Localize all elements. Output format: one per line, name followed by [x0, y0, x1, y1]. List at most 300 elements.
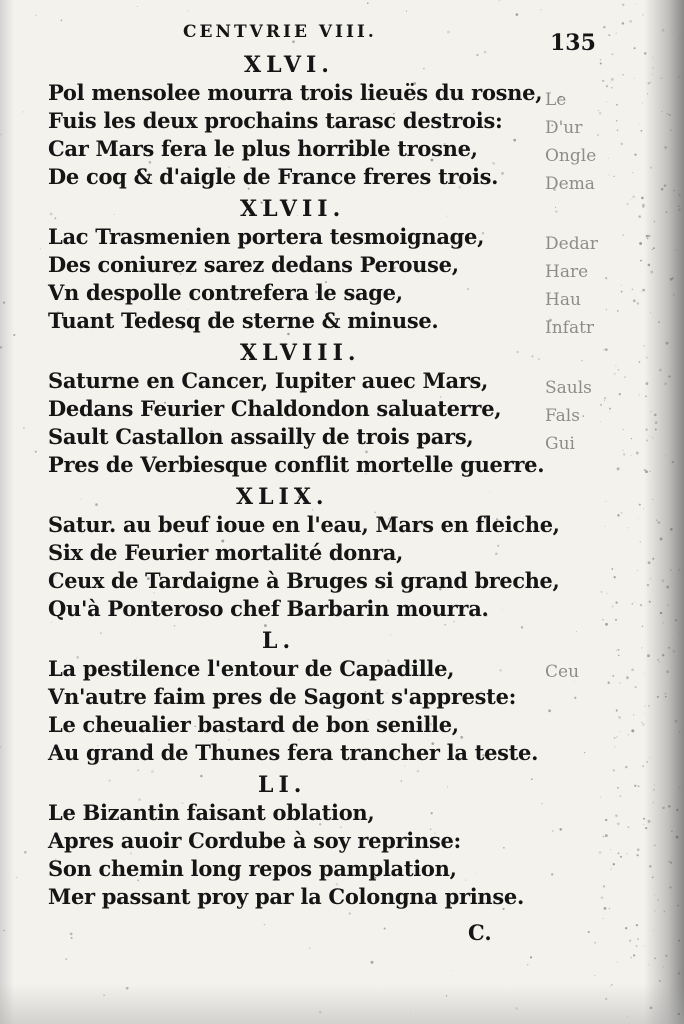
speckle-dot — [600, 797, 601, 798]
verse-line: Pol mensolee mourra trois lieuës du rosne, — [48, 80, 543, 105]
speckle-dot — [417, 770, 420, 773]
speckle-dot — [599, 112, 602, 115]
speckle-dot — [679, 634, 680, 635]
speckle-dot — [644, 946, 645, 947]
speckle-dot — [598, 110, 599, 111]
speckle-dot — [669, 886, 671, 888]
speckle-dot — [613, 176, 614, 177]
speckle-dot — [600, 63, 602, 65]
speckle-dot — [606, 501, 607, 502]
speckle-dot — [0, 346, 2, 348]
verse-line: De coq & d'aigle de France freres trois. — [48, 164, 499, 189]
speckle-dot — [22, 111, 23, 112]
verse-line: Le cheualier bastard de bon senille, — [48, 712, 459, 737]
speckle-dot — [0, 134, 2, 136]
speckle-dot — [613, 769, 615, 771]
verse-line: Au grand de Thunes fera trancher la teste. — [48, 740, 539, 765]
speckle-dot — [621, 291, 623, 293]
speckle-dot — [604, 397, 606, 399]
speckle-dot — [634, 785, 636, 787]
speckle-dot — [606, 85, 608, 87]
speckle-dot — [617, 467, 620, 470]
speckle-dot — [661, 111, 662, 112]
speckle-dot — [634, 78, 635, 79]
speckle-dot — [35, 451, 37, 453]
show-through-mark: Ceu — [545, 662, 580, 682]
speckle-dot — [648, 561, 651, 564]
speckle-dot — [114, 214, 115, 215]
speckle-dot — [640, 604, 642, 606]
speckle-dot — [669, 861, 670, 862]
speckle-dot — [626, 1016, 627, 1017]
speckle-dot — [3, 301, 5, 303]
speckle-dot — [627, 203, 629, 205]
speckle-dot — [623, 450, 624, 451]
speckle-dot — [646, 439, 648, 441]
speckle-dot — [650, 411, 652, 413]
verse-line: Son chemin long repos pamplation, — [48, 856, 457, 881]
speckle-dot — [555, 211, 557, 213]
speckle-dot — [599, 851, 602, 854]
speckle-dot — [631, 438, 632, 439]
speckle-dot — [501, 172, 504, 175]
speckle-dot — [631, 603, 633, 605]
speckle-dot — [629, 20, 632, 23]
speckle-dot — [633, 299, 636, 302]
speckle-dot — [644, 705, 645, 706]
speckle-dot — [622, 22, 625, 25]
speckle-dot — [609, 412, 610, 413]
speckle-dot — [624, 376, 626, 378]
speckle-dot — [670, 130, 671, 131]
speckle-dot — [612, 675, 614, 677]
speckle-dot — [611, 53, 613, 55]
verse-line: Vn despolle contrefera le sage, — [48, 280, 403, 305]
speckle-dot — [662, 807, 664, 809]
speckle-dot — [665, 455, 666, 456]
speckle-dot — [137, 769, 139, 771]
speckle-dot — [653, 930, 654, 931]
speckle-dot — [625, 927, 627, 929]
speckle-dot — [608, 174, 609, 175]
speckle-dot — [605, 834, 608, 837]
speckle-dot — [630, 455, 631, 456]
speckle-dot — [70, 933, 73, 936]
speckle-dot — [649, 435, 650, 436]
speckle-dot — [652, 249, 653, 250]
speckle-dot — [615, 601, 617, 603]
speckle-dot — [644, 673, 645, 674]
show-through-mark: D'ur — [545, 118, 583, 138]
speckle-dot — [608, 158, 609, 159]
speckle-dot — [666, 211, 668, 213]
speckle-dot — [670, 569, 672, 571]
speckle-dot — [640, 260, 642, 262]
speckle-dot — [639, 361, 641, 363]
speckle-dot — [631, 729, 634, 732]
speckle-dot — [652, 499, 653, 500]
speckle-dot — [614, 737, 616, 739]
speckle-dot — [632, 195, 635, 198]
speckle-dot — [616, 709, 618, 711]
speckle-dot — [609, 908, 611, 910]
verse-line: Lac Trasmenien portera tesmoignage, — [48, 224, 485, 249]
speckle-dot — [663, 966, 664, 967]
speckle-dot — [371, 961, 374, 964]
speckle-dot — [620, 856, 622, 858]
speckle-dot — [610, 986, 611, 987]
quatrain-number: LI. — [258, 772, 307, 798]
speckle-dot — [498, 0, 500, 1]
speckle-dot — [647, 82, 650, 85]
verse-line: Tuant Tedesq de sterne & minuse. — [48, 308, 439, 333]
speckle-dot — [40, 248, 41, 249]
speckle-dot — [650, 81, 652, 83]
speckle-dot — [406, 11, 407, 12]
speckle-dot — [499, 669, 502, 672]
speckle-dot — [679, 38, 680, 39]
show-through-mark: Ongle — [545, 146, 597, 166]
speckle-dot — [643, 508, 644, 509]
speckle-dot — [264, 924, 266, 926]
show-through-mark: Hare — [545, 262, 589, 282]
speckle-dot — [678, 940, 680, 942]
speckle-dot — [643, 824, 645, 826]
speckle-dot — [623, 429, 624, 430]
speckle-dot — [647, 654, 650, 657]
speckle-dot — [650, 471, 651, 472]
speckle-dot — [602, 836, 604, 838]
speckle-dot — [662, 29, 665, 32]
speckle-dot — [626, 853, 628, 855]
speckle-dot — [35, 15, 37, 17]
speckle-dot — [640, 541, 641, 542]
speckle-dot — [616, 650, 617, 651]
speckle-dot — [604, 907, 607, 910]
speckle-dot — [648, 964, 649, 965]
speckle-dot — [637, 854, 639, 856]
speckle-dot — [527, 964, 529, 966]
speckle-dot — [602, 80, 604, 82]
speckle-dot — [678, 972, 680, 974]
speckle-dot — [650, 166, 652, 168]
speckle-dot — [654, 475, 655, 476]
speckle-dot — [530, 956, 532, 958]
speckle-dot — [608, 34, 610, 36]
speckle-dot — [673, 294, 674, 295]
speckle-dot — [657, 899, 659, 901]
speckle-dot — [664, 382, 667, 385]
speckle-dot — [644, 469, 646, 471]
speckle-dot — [200, 775, 202, 777]
speckle-dot — [603, 918, 604, 919]
show-through-mark: Infatr — [545, 318, 595, 338]
quatrain-number: XLIX. — [236, 484, 329, 510]
speckle-dot — [677, 905, 679, 907]
speckle-dot — [641, 722, 642, 723]
verse-line: Qu'à Ponteroso chef Barbarin mourra. — [48, 596, 489, 621]
speckle-dot — [367, 2, 369, 4]
speckle-dot — [605, 998, 607, 1000]
speckle-dot — [661, 188, 664, 191]
speckle-dot — [444, 624, 446, 626]
speckle-dot — [645, 827, 647, 829]
speckle-dot — [617, 129, 619, 131]
quatrain-number: XLVIII. — [240, 340, 361, 366]
speckle-dot — [401, 780, 403, 782]
speckle-dot — [309, 947, 311, 949]
speckle-dot — [484, 51, 487, 54]
speckle-dot — [460, 736, 463, 739]
speckle-dot — [657, 659, 659, 661]
speckle-dot — [670, 207, 671, 208]
speckle-dot — [641, 197, 644, 200]
speckle-dot — [497, 545, 499, 547]
speckle-dot — [653, 247, 655, 249]
speckle-dot — [665, 955, 667, 957]
verse-line: Ceux de Tardaigne à Bruges si grand breche, — [48, 568, 560, 593]
speckle-dot — [503, 847, 505, 849]
speckle-dot — [631, 668, 634, 671]
speckle-dot — [631, 199, 632, 200]
speckle-dot — [657, 521, 660, 524]
speckle-dot — [616, 736, 617, 737]
speckle-dot — [609, 408, 611, 410]
speckle-dot — [616, 104, 618, 106]
speckle-dot — [476, 54, 478, 56]
speckle-dot — [639, 242, 642, 245]
speckle-dot — [615, 365, 616, 366]
speckle-dot — [644, 52, 647, 55]
speckle-dot — [618, 655, 619, 656]
speckle-dot — [654, 785, 655, 786]
show-through-mark: Sauls — [545, 378, 592, 398]
speckle-dot — [672, 650, 675, 653]
speckle-dot — [16, 877, 18, 879]
speckle-dot — [646, 382, 649, 385]
speckle-dot — [633, 954, 635, 956]
speckle-dot — [636, 3, 637, 4]
speckle-dot — [287, 333, 290, 336]
speckle-dot — [653, 802, 654, 803]
speckle-dot — [81, 499, 82, 500]
speckle-dot — [264, 624, 267, 627]
speckle-dot — [548, 709, 551, 712]
speckle-dot — [103, 994, 105, 996]
speckle-dot — [51, 622, 52, 623]
speckle-dot — [658, 321, 660, 323]
speckle-dot — [675, 831, 676, 832]
speckle-dot — [605, 277, 607, 279]
speckle-dot — [610, 81, 611, 82]
speckle-dot — [647, 584, 649, 586]
speckle-dot — [639, 394, 640, 395]
speckle-dot — [678, 569, 680, 571]
speckle-dot — [616, 120, 618, 122]
speckle-dot — [576, 631, 577, 632]
speckle-dot — [605, 819, 607, 821]
speckle-dot — [638, 518, 639, 519]
speckle-dot — [617, 310, 619, 312]
speckle-dot — [555, 207, 556, 208]
speckle-dot — [666, 670, 669, 673]
speckle-dot — [581, 360, 583, 362]
speckle-dot — [621, 143, 623, 145]
speckle-dot — [588, 931, 590, 933]
speckle-dot — [614, 576, 616, 578]
speckle-dot — [521, 626, 523, 628]
speckle-dot — [636, 924, 638, 926]
speckle-dot — [622, 4, 625, 7]
verse-line: Satur. au beuf ioue en l'eau, Mars en fleiche, — [48, 512, 560, 537]
speckle-dot — [608, 682, 610, 684]
speckle-dot — [678, 786, 680, 788]
speckle-dot — [654, 958, 656, 960]
speckle-dot — [664, 911, 666, 913]
speckle-dot — [660, 612, 662, 614]
speckle-dot — [672, 461, 674, 463]
speckle-dot — [611, 868, 612, 869]
speckle-dot — [627, 826, 629, 828]
speckle-dot — [55, 217, 57, 219]
speckle-dot — [648, 705, 650, 707]
speckle-dot — [452, 970, 453, 971]
speckle-dot — [648, 820, 651, 823]
speckle-dot — [600, 404, 602, 406]
speckle-dot — [467, 288, 469, 290]
speckle-dot — [667, 113, 668, 114]
speckle-dot — [634, 47, 636, 49]
speckle-dot — [679, 732, 680, 733]
speckle-dot — [641, 292, 642, 293]
verse-line: Six de Feurier mortalité donra, — [48, 540, 404, 565]
speckle-dot — [65, 958, 67, 960]
speckle-dot — [634, 154, 636, 156]
speckle-dot — [4, 930, 5, 931]
speckle-dot — [597, 134, 599, 136]
speckle-dot — [626, 676, 629, 679]
speckle-dot — [516, 13, 519, 16]
speckle-dot — [538, 358, 540, 360]
speckle-dot — [635, 686, 637, 688]
speckle-dot — [649, 601, 651, 603]
speckle-dot — [634, 602, 635, 603]
speckle-dot — [639, 504, 641, 506]
speckle-dot — [643, 818, 645, 820]
speckle-dot — [618, 852, 620, 854]
speckle-dot — [652, 877, 654, 879]
speckle-dot — [515, 1007, 518, 1010]
speckle-dot — [611, 568, 613, 570]
verse-line: Apres auoir Cordube à soy reprinse: — [48, 828, 461, 853]
speckle-dot — [603, 885, 605, 887]
speckle-dot — [639, 124, 640, 125]
speckle-dot — [531, 778, 533, 780]
speckle-dot — [623, 235, 624, 236]
speckle-dot — [664, 184, 667, 187]
speckle-dot — [604, 400, 605, 401]
speckle-dot — [678, 208, 680, 210]
speckle-dot — [656, 519, 657, 520]
speckle-dot — [431, 812, 433, 814]
speckle-dot — [594, 942, 596, 944]
speckle-dot — [600, 421, 601, 422]
speckle-dot — [0, 746, 1, 748]
speckle-dot — [617, 787, 619, 789]
speckle-dot — [594, 975, 595, 976]
speckle-dot — [665, 696, 667, 698]
catchword: C. — [468, 920, 492, 945]
speckle-dot — [637, 791, 638, 792]
speckle-dot — [670, 278, 673, 281]
speckle-dot — [642, 204, 645, 207]
speckle-dot — [603, 349, 604, 350]
speckle-dot — [678, 1013, 680, 1015]
speckle-dot — [627, 527, 628, 528]
show-through-mark: Le — [545, 90, 567, 110]
speckle-dot — [644, 713, 645, 714]
speckle-dot — [660, 537, 663, 540]
speckle-dot — [618, 369, 619, 370]
speckle-dot — [501, 609, 502, 610]
speckle-dot — [531, 355, 533, 357]
speckle-dot — [174, 625, 176, 627]
speckle-dot — [603, 26, 605, 28]
speckle-dot — [619, 393, 621, 395]
speckle-dot — [541, 803, 542, 804]
speckle-dot — [645, 396, 647, 398]
speckle-dot — [559, 828, 561, 830]
page-number: 135 — [550, 30, 596, 56]
speckle-dot — [621, 285, 622, 286]
speckle-dot — [671, 831, 672, 832]
speckle-dot — [447, 31, 450, 34]
speckle-dot — [622, 74, 624, 76]
speckle-dot — [23, 427, 24, 428]
speckle-dot — [606, 309, 608, 311]
speckle-dot — [640, 130, 642, 132]
speckle-dot — [618, 716, 621, 719]
speckle-dot — [652, 558, 654, 560]
speckle-dot — [50, 213, 53, 216]
speckle-dot — [584, 752, 586, 754]
speckle-dot — [617, 961, 619, 963]
speckle-dot — [668, 375, 670, 377]
verse-line: Mer passant proy par la Colongna prinse. — [48, 884, 524, 909]
speckle-dot — [574, 697, 576, 699]
speckle-dot — [642, 626, 643, 627]
speckle-dot — [643, 345, 645, 347]
speckle-dot — [71, 937, 73, 939]
speckle-dot — [630, 957, 631, 958]
speckle-dot — [612, 605, 614, 607]
speckle-dot — [410, 1013, 411, 1014]
verse-line: Sault Castallon assailly de trois pars, — [48, 424, 474, 449]
speckle-dot — [601, 591, 603, 593]
speckle-dot — [489, 492, 490, 493]
speckle-dot — [616, 33, 617, 34]
speckle-dot — [662, 654, 664, 656]
speckle-dot — [657, 696, 659, 698]
speckle-dot — [679, 76, 681, 78]
speckle-dot — [600, 59, 601, 60]
speckle-dot — [604, 526, 605, 527]
speckle-dot — [652, 74, 653, 75]
speckle-dot — [647, 238, 648, 239]
speckle-dot — [605, 623, 608, 626]
speckle-dot — [615, 815, 617, 817]
speckle-dot — [108, 779, 111, 782]
